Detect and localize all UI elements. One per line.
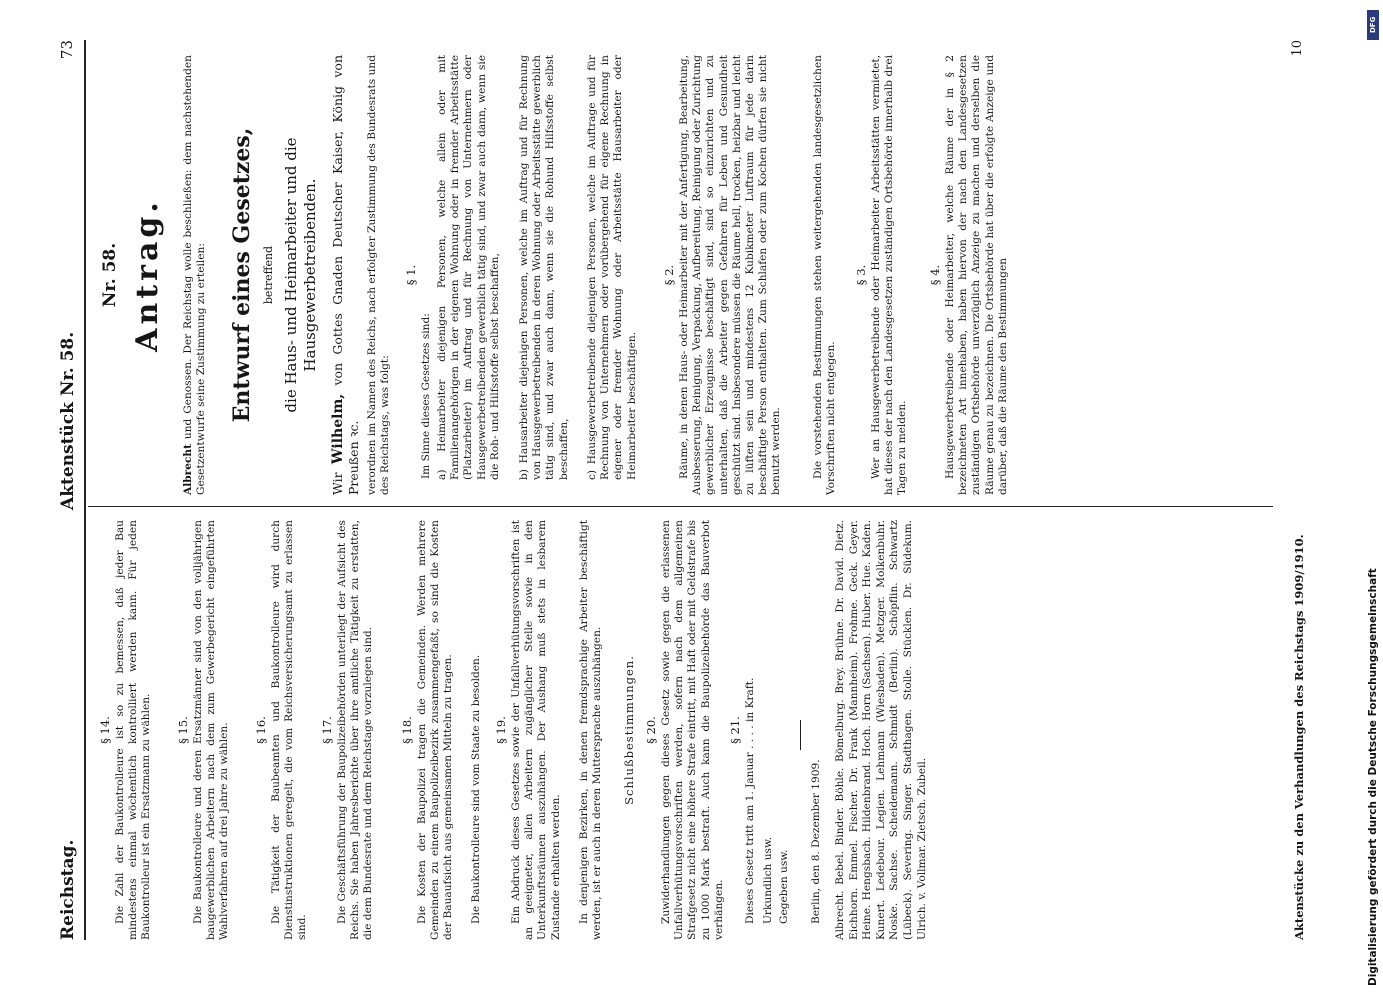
dfg-logo: DFG <box>1367 10 1379 40</box>
section-16-text: Die Tätigkeit der Baubeamten und Baukontrolleure wird durch Dienstinstruktionen geregelt, die vom Reichsversicherungsamt zu erlassen sind. <box>270 520 309 940</box>
motion-intro <box>182 55 208 495</box>
section-3-heading: § 3. <box>854 264 868 286</box>
section-4-text: Hausgewerbetreibende oder Heimarbeiter, welche Räume der in § 2 bezeichneten Art innehaben, haben hiervon der nach den Landesgesetzen zuständigen Ortsbehörde unverzüglich Anzeige zu machen und derselben die Räume genau zu bezeichnen. Die Ortsbehörde hat über die erfolgte Anzeige und darüber, daß die Räume den Bestimmungen <box>944 55 1009 495</box>
section-2-heading: § 2. <box>662 264 676 286</box>
section-20-text: Zuwiderhandlungen gegen dieses Gesetz sowie gegen die erlassenen Unfallverhütungsvorschriften werden, sofern nach dem allgemeinen Strafgesetz nicht eine höhere Strafe eintritt, mit Haft oder mit Geldstrafe bis zu 1000 Mark bestraft. Auch kann die Baupolizeibehörde das Bauverbot verhängen. <box>660 520 725 940</box>
section-17-heading: § 17. <box>320 716 334 744</box>
section-2-text-1: Räume, in denen Haus- oder Heimarbeiter mit der Anfertigung, Bearbeitung, Ausbesserung, Reinigung, Verpackung, Aufbereitung, Reinigung oder Zurichtung gewerblicher Erzeugnisse beschäftigt sind, sind so einzurichten und zu unterhalten, daß die Arbeiter gegen Gefahren für Leben und Gesundheit geschützt sind. Insbesondere müssen die Räume hell, trocken, heizbar und leicht zu lüften sein und mindestens 12 Kubikmeter Luftraum für jede darin beschäftigte Person enthalten. Zum Schlafen oder zum Kochen dürfen sie nicht benutzt werden. <box>678 55 783 495</box>
section-21-text: Dieses Gesetz tritt am 1. Januar . . . . in Kraft. <box>744 677 756 924</box>
closing-formula-1: Urkundlich usw. <box>762 836 774 924</box>
preamble-title: von Gottes Gnaden Deutscher Kaiser, König von Preußen ꝛc. <box>330 55 361 495</box>
section-14-text: Die Zahl der Baukontrolleure ist so zu bemessen, daß jeder Bau mindestens einmal wöchentlich kontrolliert werden kann. Für jeden Baukontrolleur ist ein Ersatzmann zu wählen. <box>114 520 153 940</box>
bill-betreffend: betreffend <box>262 245 275 305</box>
footer-publication: Aktenstücke zu den Verhandlungen des Reichstags 1909/1910. <box>1292 534 1306 940</box>
header-reichstag: Reichstag. <box>58 839 78 940</box>
final-provisions-heading: Schlußbestimmungen. <box>622 655 636 805</box>
digitization-credit: Digitalisierung gefördert durch die Deutsche Forschungsgemeinschaft <box>1367 568 1379 986</box>
preamble-enactment: verordnen im Namen des Reichs, nach erfolgter Zustimmung des Bundesrats und des Reichstags, was folgt: <box>366 55 392 495</box>
section-1-intro: Im Sinne dieses Gesetzes sind: <box>420 313 432 479</box>
document-type-title: Antrag. <box>130 198 165 352</box>
section-18-text-2: Die Baukontrolleure sind vom Staate zu besolden. <box>470 654 482 924</box>
section-1-heading: § 1. <box>404 264 418 286</box>
bill-subject: die Haus- und Heimarbeiter und die Hausgewerbetreibenden. <box>282 137 319 413</box>
section-21-heading: § 21. <box>728 716 742 744</box>
running-header <box>58 40 80 940</box>
section-14-heading: § 14. <box>98 716 112 744</box>
section-20-heading: § 20. <box>644 716 658 744</box>
section-1-item-a: a) Heimarbeiter diejenigen Personen, welche allein oder mit Familienangehörigen in der eigenen Wohnung oder in fremder Arbeitsstätte (Platzarbeiter) im Auftrag und für Rechnung von Unternehmern oder Hausgewerbetreibenden gewerblich tätig sind, und zwar auch dann, wenn sie die Roh- und Hilfsstoffe selbst beschaffen, <box>436 55 501 480</box>
section-15-text: Die Baukontrolleure und deren Ersatzmänner sind von den volljährigen baugewerblichen Arbeitern nach dem zum Gewerbegericht eingeführten Wahlverfahren auf drei Jahre zu wählen. <box>192 520 231 940</box>
section-18-heading: § 18. <box>400 716 414 744</box>
bill-title: Entwurf eines Gesetzes, <box>229 127 255 423</box>
page-number: 73 <box>58 40 76 60</box>
section-1-item-c: c) Hausgewerbetreibende diejenigen Personen, welche im Auftrage und für Rechnung von Unternehmern oder vorübergehend für eigene Rechnung in eigener oder fremder Wohnung oder Arbeitsstätte Hausarbeiter oder Heimarbeiter beschäftigen. <box>586 55 638 480</box>
section-3-text: Wer an Hausgewerbetreibende oder Heimarbeiter Arbeitsstätten vermietet, hat dieses der nach den Landesgesetzen zuständigen Ortsbehörde innerhalb drei Tagen zu melden. <box>870 55 909 495</box>
header-document-number: Aktenstück Nr. 58. <box>58 331 78 510</box>
section-16-heading: § 16. <box>254 716 268 744</box>
section-19-heading: § 19. <box>494 716 508 744</box>
section-19-text-2: In denjenigen Bezirken, in denen fremdsprachige Arbeiter beschäftigt werden, ist er auch in deren Muttersprache auszuhängen. <box>578 520 604 940</box>
preamble-wilhelm: Wilhelm, <box>330 393 346 465</box>
footer-sheet-number: 10 <box>1290 40 1305 57</box>
intro-signer: Albrecht <box>182 443 194 495</box>
column-divider <box>88 506 1273 507</box>
preamble-wir: Wir <box>330 472 345 495</box>
section-1-item-b: b) Hausarbeiter diejenigen Personen, welche im Auftrag und für Rechnung von Hausgewerbetreibenden in deren Wohnung oder Arbeitsstätte gewerblich tätig sind, und zwar auch dann, wenn sie die Rohund Hilfsstoffe selbst beschaffen, <box>518 55 570 480</box>
closing-formula-2: Gegeben usw. <box>778 849 790 924</box>
section-18-text-1: Die Kosten der Baupolizei tragen die Gemeinden. Werden mehrere Gemeinden zu einem Baupolizeibezirk zusammengefaßt, so sind die Kosten der Bauaufsicht aus gemeinsamen Mitteln zu tragen. <box>416 520 455 940</box>
date-line: Berlin, den 8. Dezember 1909. <box>810 759 822 924</box>
section-17-text: Die Geschäftsführung der Baupolizeibehörden unterliegt der Aufsicht des Reichs. Sie haben Jahresberichte über ihre amtliche Tätigkeit zu erstatten, die dem Bundesrate und dem Reichstage vorzulegen sind. <box>336 520 375 940</box>
short-rule <box>800 720 801 750</box>
section-2-text-2: Die vorstehenden Bestimmungen stehen weitergehenden landesgesetzlichen Vorschriften nicht entgegen. <box>812 55 838 495</box>
intro-text: und Genossen. Der Reichstag wolle beschließen: dem nachstehenden Gesetzentwurfe seine Zustimmung zu erteilen: <box>182 55 208 495</box>
section-19-text-1: Ein Abdruck dieses Gesetzes sowie der Unfallverhütungsvorschriften ist an geeigneter, allen Arbeitern zugänglicher Stelle sowie in den Unterkunftsräumen auszuhängen. Der Aushang muß stets in lesbarem Zustande erhalten werden. <box>510 520 562 940</box>
document-number: Nr. 58. <box>100 242 120 308</box>
signatories-list: Albrecht. Bebel. Binder. Böhle. Bömelburg. Brey. Brühne. Dr. David. Dietz. Eichhorn. Emmel. Fischer. Dr. Frank (Mannheim). Frohme. Geck. Geyer. Heine. Hengsbach. Hildenbrand. Hoch. Horn (Sachsen). Huber. Hue. Kaden. Kunert. Ledebour. Legien. Lehmann (Wiesbaden). Metzger. Molkenbuhr. Noske. Sachse. Scheidemann. Schmidt (Berlin). Schöpflin. Schwartz (Lübeck). Severing. Singer. Stadthagen. Stolle. Stücklen. Dr. Südekum. Ulrich. v. Vollmar. Zietsch. Zubeil. <box>834 520 928 940</box>
header-rule <box>84 40 86 940</box>
section-4-heading: § 4. <box>928 264 942 286</box>
section-15-heading: § 15. <box>176 716 190 744</box>
preamble-monarch <box>330 55 362 495</box>
